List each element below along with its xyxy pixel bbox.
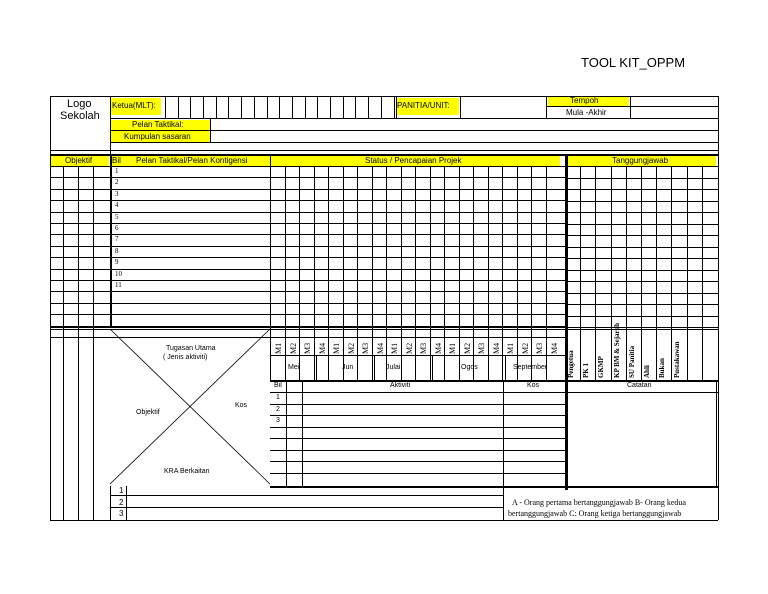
responsible-label: Pustakawan [673, 341, 682, 378]
mula-akhir-label: Mula -Akhir [566, 108, 607, 117]
week-label: M3 [419, 342, 428, 354]
legend-line2: bertanggungjawab C: Orang ketiga bertanggungjawab [508, 509, 682, 518]
month-label: Julai [386, 364, 401, 371]
responsible-label: KP BM & Sejarah [612, 322, 621, 378]
row-number: 8 [115, 246, 119, 255]
row-number: 7 [115, 235, 119, 244]
row-number: 2 [115, 178, 119, 187]
activity-row-number: 1 [276, 394, 280, 401]
week-label: M3 [477, 342, 486, 354]
week-label: M2 [288, 342, 298, 354]
kumpulan-sasaran-label: Kumpulan sasaran [124, 132, 191, 141]
status-header: Status / Pencapaian Projek [365, 156, 462, 165]
month-label: Jun [342, 364, 354, 371]
panitia-label: PANITIA/UNIT: [397, 101, 450, 110]
row-number: 5 [115, 212, 119, 221]
week-label: M1 [506, 342, 515, 354]
month-label: Ogos [461, 364, 478, 371]
legend-line1: A - Orang pertama bertanggungjawab B- Orang kedua [512, 498, 686, 507]
week-label: M4 [549, 342, 559, 354]
week-label: M2 [520, 342, 530, 354]
row-number: 3 [115, 189, 119, 198]
week-label: M1 [332, 342, 341, 354]
responsible-label: Bukan [658, 358, 667, 378]
row-number: 6 [115, 224, 119, 232]
week-label: M4 [317, 342, 327, 354]
month-label: September [513, 364, 548, 371]
x-right-label: Kos [235, 402, 248, 409]
objektif-header: Objektif [65, 156, 93, 165]
activity-kos-header: Kos [527, 382, 540, 389]
x-left-label: Objektif [136, 409, 160, 416]
logo-line2: Sekolah [60, 110, 100, 122]
week-label: M4 [375, 342, 385, 354]
activity-aktiviti-header: Aktiviti [390, 382, 411, 389]
week-label: M4 [433, 342, 443, 354]
row-number: 1 [115, 167, 119, 175]
responsible-label: GKMP [597, 356, 606, 378]
week-label: M1 [274, 342, 283, 354]
x-top-line1: Tugasan Utama [166, 345, 216, 352]
bottom-row-number: 2 [119, 497, 124, 507]
week-label: M3 [303, 342, 312, 354]
week-label: M4 [491, 342, 501, 354]
responsible-label: Pengetua [567, 350, 575, 378]
x-top-line2: ( Jenis aktiviti) [163, 354, 208, 361]
responsible-label: SU Panitia [627, 345, 636, 378]
tanggungjawab-header: Tanggungjawab [612, 156, 669, 165]
row-number: 10 [115, 269, 122, 278]
row-number: 4 [115, 201, 119, 210]
pelan-taktikal-label: Pelan Taktikal: [132, 120, 184, 129]
x-bottom-label: KRA Berkaitan [164, 468, 210, 475]
page-title: TOOL KIT_OPPM [581, 55, 686, 70]
week-label: M2 [404, 342, 414, 354]
week-label: M3 [361, 342, 370, 354]
responsible-label: PK 1 [582, 363, 591, 378]
pelan-header: Pelan Taktikal/Pelan Kontigensi [136, 156, 248, 165]
bil-header: Bil [112, 156, 121, 165]
bottom-row-number: 3 [119, 509, 124, 518]
logo-line1: Logo [67, 98, 92, 110]
activity-bil-header: Bil [274, 382, 282, 389]
activity-catatan-header: Catatan [627, 382, 652, 389]
responsible-label: Ahli [643, 365, 651, 378]
week-label: M2 [346, 342, 356, 354]
row-number: 11 [115, 281, 122, 289]
week-label: M3 [535, 342, 544, 354]
week-label: M1 [448, 342, 457, 354]
week-label: M1 [390, 342, 399, 354]
tempoh-label: Tempoh [570, 96, 599, 105]
bottom-row-number: 1 [119, 486, 124, 495]
week-label: M2 [462, 342, 472, 354]
activity-row-number: 2 [276, 405, 280, 413]
ketua-label: Ketua(MLT): [112, 101, 156, 110]
activity-row-number: 3 [276, 417, 280, 424]
month-label: Mei [288, 364, 300, 371]
row-number: 9 [115, 258, 119, 267]
